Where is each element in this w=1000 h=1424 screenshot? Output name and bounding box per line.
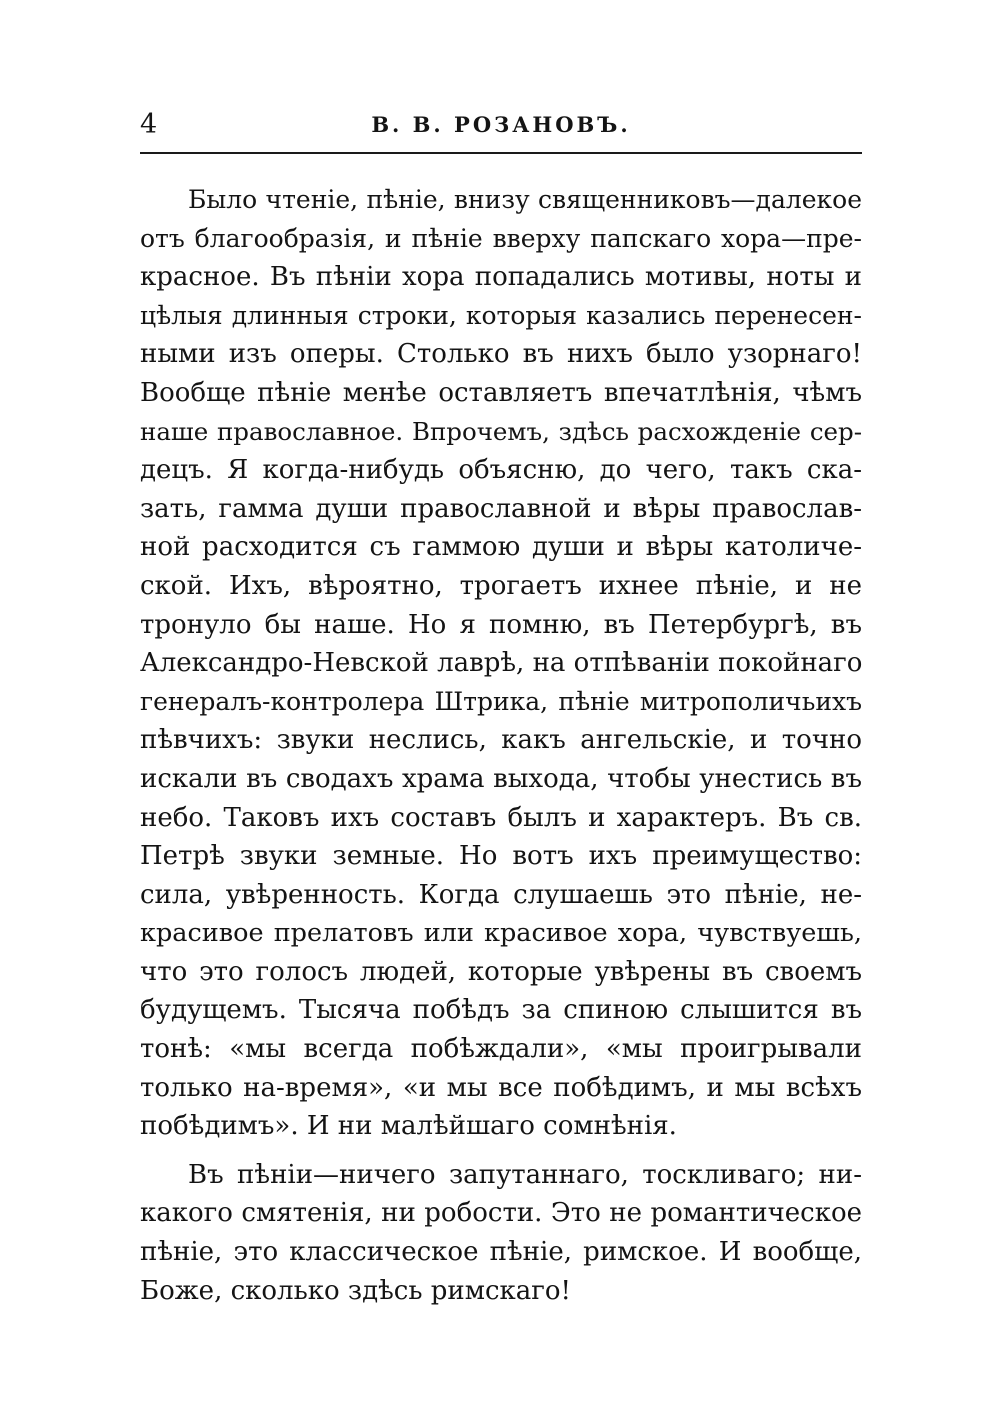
text-line: Боже, сколько здѣсь римскаго! (140, 1275, 571, 1306)
text-line: красивое прелатовъ или красивое хора, чувствуешь, (140, 918, 862, 949)
text-line: тронуло бы наше. Но я помню, въ Петербургѣ, въ (140, 609, 862, 640)
text-line: какого смятенія, ни робости. Это не романтическое (140, 1198, 862, 1229)
text-line: Въ пѣніи—ничего запутаннаго, тоскливаго; ни- (188, 1159, 862, 1190)
text-line: тонѣ: «мы всегда побѣждали», «мы проигрывали (140, 1034, 862, 1065)
text-line: только на-время», «и мы все побѣдимъ, и мы всѣхъ (140, 1072, 862, 1103)
paragraph-1 (140, 181, 862, 1146)
header-rule (140, 152, 862, 154)
text-line: искали въ сводахъ храма выхода, чтобы унестись въ (140, 763, 862, 794)
text-line: будущемъ. Тысяча побѣдъ за спиною слышится въ (140, 995, 862, 1026)
text-line: ными изъ оперы. Столько въ нихъ было узорнаго! (140, 339, 862, 370)
text-line: пѣніе, это классическое пѣніе, римское. И вообще, (140, 1237, 862, 1268)
text-line: ской. Ихъ, вѣроятно, трогаетъ ихнее пѣніе, и не (140, 570, 862, 601)
text-line: пѣвчихъ: звуки неслись, какъ ангельскіе, и точно (140, 725, 862, 756)
text-line: наше православное. Впрочемъ, здѣсь расхожденіе сер- (140, 416, 862, 446)
text-line: децъ. Я когда-нибудь объясню, до чего, такъ ска- (140, 455, 862, 486)
text-line: сила, увѣренность. Когда слушаешь это пѣніе, не- (140, 879, 862, 910)
text-line: Было чтеніе, пѣніе, внизу священниковъ—далекое (188, 185, 862, 214)
page-header (140, 104, 862, 144)
text-line: побѣдимъ». И ни малѣйшаго сомнѣнія. (140, 1111, 677, 1142)
paragraph-gap (140, 1146, 862, 1156)
running-title: В. В. РОЗАНОВЪ. (371, 112, 631, 137)
text-line: отъ благообразія, и пѣніе вверху папскаго хора—пре- (140, 223, 862, 253)
text-line: Вообще пѣніе менѣе оставляетъ впечатлѣнія, чѣмъ (140, 377, 862, 408)
text-line: небо. Таковъ ихъ составъ былъ и характеръ. Въ св. (140, 802, 862, 833)
page-number: 4 (140, 109, 158, 140)
paragraph-2 (140, 1156, 862, 1310)
text-line: Петрѣ звуки земные. Но вотъ ихъ преимущество: (140, 841, 862, 872)
text-line: зать, гамма души православной и вѣры православ- (140, 493, 862, 524)
text-line: ной расходится съ гаммою души и вѣры католиче- (140, 532, 862, 563)
text-line: Александро-Невской лаврѣ, на отпѣваніи покойнаго (140, 648, 863, 679)
body-text (140, 181, 862, 1310)
text-line: красное. Въ пѣніи хора попадались мотивы, ноты и (140, 262, 862, 293)
text-line: что это голосъ людей, которые увѣрены въ своемъ (140, 956, 862, 987)
text-line: генералъ-контролера Штрика, пѣніе митрополичьихъ (140, 686, 862, 716)
text-line: цѣлыя длинныя строки, которыя казались перенесен- (140, 300, 862, 330)
